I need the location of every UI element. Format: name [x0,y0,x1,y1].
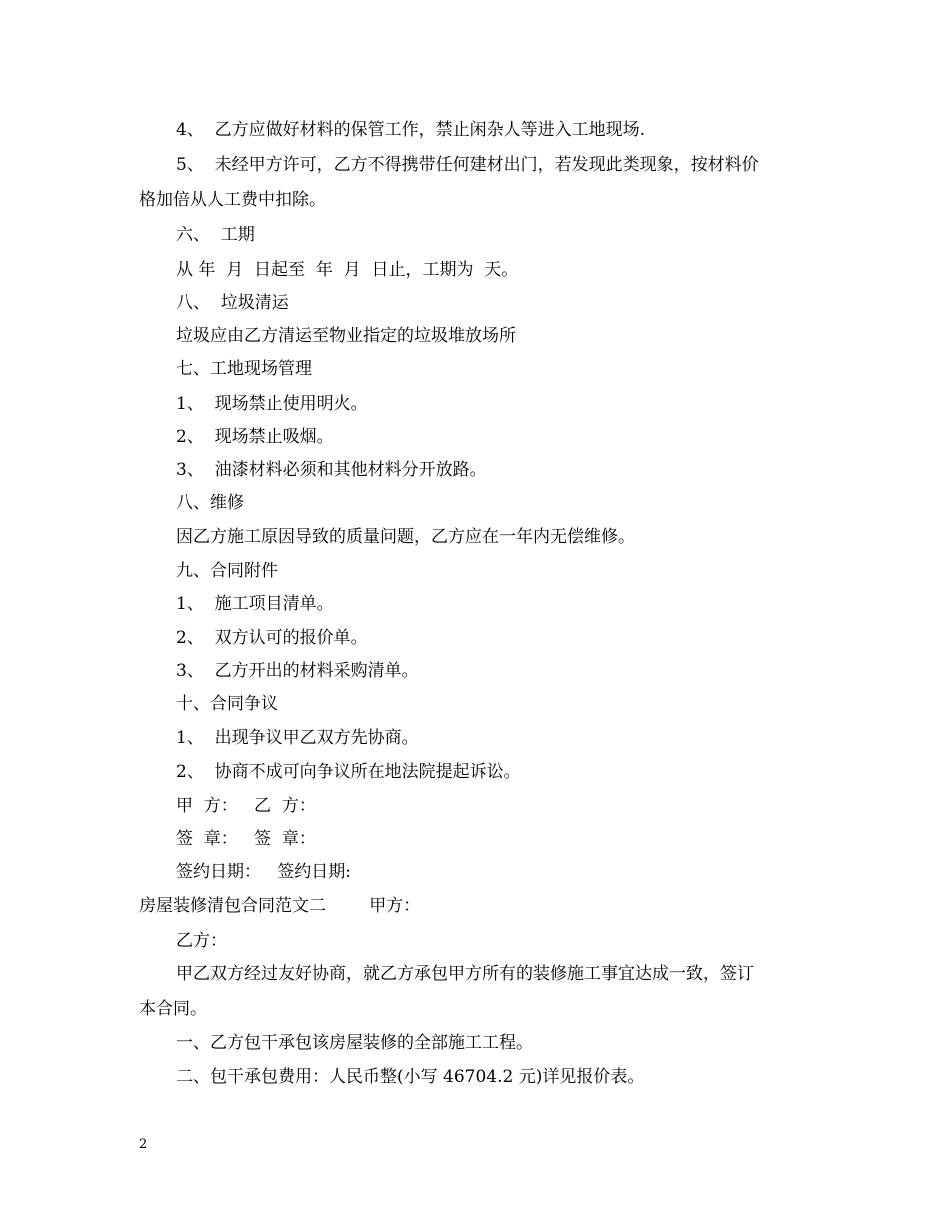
section-heading: 七、工地现场管理 [176,359,312,379]
text-line: 从 年 月 日起至 年 月 日止，工期为 天。 [176,260,519,280]
section-heading: 十、合同争议 [176,694,278,714]
list-item: 1、 现场禁止使用明火。 [176,394,368,414]
text-line: 垃圾应由乙方清运至物业指定的垃圾堆放场所 [176,326,516,346]
text-line: 格加倍从人工费中扣除。 [139,190,326,210]
list-item: 2、 双方认可的报价单。 [176,628,368,648]
page-number: 2 [139,1137,148,1152]
section-heading: 九、合同附件 [176,561,278,581]
section-heading: 六、 工期 [176,225,255,245]
list-item: 3、 乙方开出的材料采购清单。 [176,661,419,681]
text-line: 甲乙双方经过友好协商，就乙方承包甲方所有的装修施工事宜达成一致，签订 [176,964,754,984]
signature-parties: 甲 方： 乙 方： [176,796,316,816]
text-line: 本合同。 [139,999,207,1019]
text-line: 一、乙方包干承包该房屋装修的全部施工工程。 [176,1033,533,1053]
list-item: 1、 施工项目清单。 [176,594,334,614]
document-subtitle: 房屋装修清包合同范文二 甲方： [139,896,421,916]
section-heading: 八、 垃圾清运 [176,293,289,313]
text-line: 5、 未经甲方许可，乙方不得携带任何建材出门，若发现此类现象，按材料价 [176,155,759,175]
signature-seals: 签 章： 签 章： [176,829,316,849]
text-line: 因乙方施工原因导致的质量问题，乙方应在一年内无偿维修。 [176,527,635,547]
text-line: 二、包干承包费用：人民币整(小写 46704.2 元)详见报价表。 [176,1067,645,1087]
list-item: 2、 协商不成可向争议所在地法院提起诉讼。 [176,762,521,782]
signature-dates: 签约日期： 签约日期: [176,862,351,882]
text-line: 乙方： [176,931,227,951]
list-item: 2、 现场禁止吸烟。 [176,427,334,447]
text-line: 4、 乙方应做好材料的保管工作，禁止闲杂人等进入工地现场. [176,120,646,140]
list-item: 1、 出现争议甲乙双方先协商。 [176,728,419,748]
section-heading: 八、维修 [176,493,244,513]
list-item: 3、 油漆材料必须和其他材料分开放路。 [176,460,487,480]
